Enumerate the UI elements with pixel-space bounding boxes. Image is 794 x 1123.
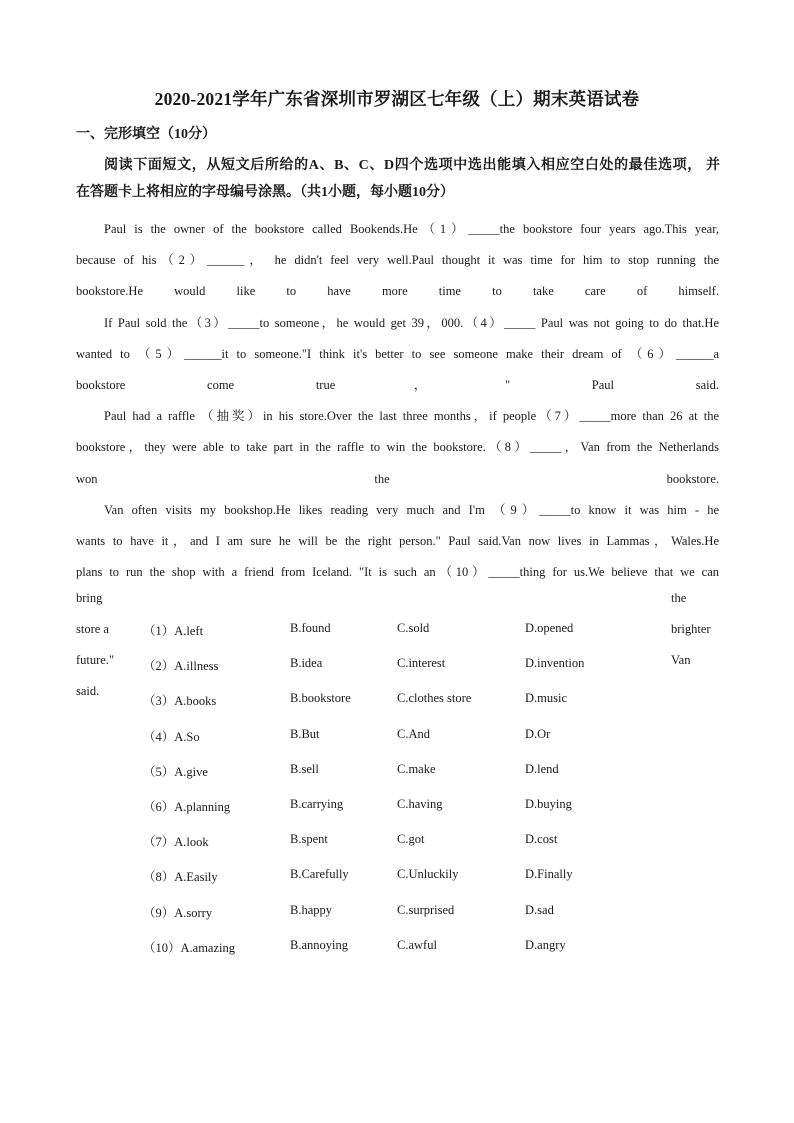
option-d: D.sad — [525, 902, 554, 917]
option-c: C.sold — [397, 621, 430, 635]
paragraph-3 — [76, 401, 719, 495]
paragraph-line: bookstore come true，" Paul said. — [76, 378, 719, 393]
option-c: C.interest — [397, 656, 446, 671]
option-b: B.sell — [290, 761, 319, 776]
option-c: C.got — [397, 832, 425, 847]
option-c: C.clothes store — [397, 691, 472, 706]
page-title: 2020-2021学年广东省深圳市罗湖区七年级（上）期末英语试卷 — [154, 89, 640, 109]
paragraph-line: plans to run the shop with a friend from Iceland. "It is such an（10）_____thing for us.We believe that we can — [76, 565, 719, 580]
wrap-fragment: bring — [76, 591, 103, 605]
option-b: B.found — [290, 621, 331, 635]
passage — [76, 214, 719, 588]
option-c: C.having — [397, 796, 443, 811]
paragraph-4 — [76, 495, 719, 589]
paragraph-line: Paul is the owner of the bookstore called Bookends.He（1）_____the bookstore four years ago.This year, — [104, 222, 719, 236]
option-d: D.Finally — [525, 867, 573, 882]
option-d: D.Or — [525, 726, 551, 741]
option-c: C.Unluckily — [397, 867, 459, 882]
option-d: D.lend — [525, 761, 559, 776]
paragraph-line: bookstore.He would like to have more time to take care of himself. — [76, 284, 719, 299]
paragraph-line: If Paul sold the（3）_____to someone，he would get 39，000.（4）_____ Paul was not going to do that.He — [104, 315, 719, 330]
wrap-fragment: said. — [76, 684, 100, 698]
option-a: （3）A.books — [143, 694, 217, 709]
option-a: （2）A.illness — [143, 659, 219, 674]
instructions — [76, 152, 720, 206]
option-b: B.Carefully — [290, 867, 349, 882]
wrap-fragment: the — [671, 591, 687, 605]
option-a: （7）A.look — [143, 835, 209, 850]
option-d: D.cost — [525, 832, 558, 847]
option-b: B.carrying — [290, 796, 344, 811]
paragraph-line: wanted to （5）______it to someone."I think it's better to see someone make their dream of （6）______a — [76, 346, 719, 361]
option-a: （5）A.give — [143, 764, 208, 779]
option-a: （6）A.planning — [143, 799, 231, 814]
option-d: D.buying — [525, 796, 572, 811]
instruction-line-1: 阅读下面短文，从短文后所给的A、B、C、D四个选项中选出能填入相应空白处的最佳选项， 并 — [104, 158, 720, 173]
option-c: C.make — [397, 761, 436, 776]
paragraph-line: wants to have it，and I am sure he will be the right person." Paul said.Van now lives in Lammas，Wales.He — [76, 534, 719, 549]
paragraph-2 — [76, 308, 719, 402]
option-b: B.annoying — [290, 937, 348, 952]
option-b: B.bookstore — [290, 691, 351, 706]
wrap-fragment: brighter — [671, 622, 711, 636]
paragraph-line: won the bookstore. — [76, 471, 719, 486]
wrap-fragment: future." — [76, 653, 115, 667]
option-b: B.idea — [290, 656, 323, 671]
option-a: （4）A.So — [143, 729, 200, 744]
paragraph-line: bookstore，they were able to take part in the raffle to win the bookstore.（8）_____，Van from the Netherlands — [76, 440, 719, 455]
option-a: （10）A.amazing — [143, 940, 235, 955]
section-heading: 一、完形填空（10分） — [76, 127, 216, 142]
wrap-fragment: Van — [671, 653, 691, 667]
option-c: C.surprised — [397, 902, 455, 917]
option-a: （1）A.left — [143, 624, 204, 638]
option-a: （8）A.Easily — [143, 870, 218, 885]
instruction-line-2: 在答题卡上将相应的字母编号涂黑。（共1小题，每小题10分） — [76, 185, 454, 200]
option-b: B.spent — [290, 832, 328, 847]
option-d: D.opened — [525, 621, 574, 635]
option-c: C.And — [397, 726, 430, 741]
paragraph-line: Paul had a raffle （抽奖）in his store.Over the last three months，if people（7）_____more than 26 at the — [104, 409, 719, 424]
option-b: B.But — [290, 726, 320, 741]
wrap-fragment: store a — [76, 622, 109, 636]
option-d: D.angry — [525, 937, 566, 952]
option-b: B.happy — [290, 902, 333, 917]
option-c: C.awful — [397, 937, 437, 952]
option-d: D.music — [525, 691, 568, 706]
paragraph-line: Van often visits my bookshop.He likes reading very much and I'm （9）_____to know it was him - he — [104, 502, 719, 517]
option-a: （9）A.sorry — [143, 905, 213, 920]
option-d: D.invention — [525, 656, 585, 671]
paragraph-1 — [76, 214, 719, 308]
paragraph-line: because of his（2）______， he didn't feel very well.Paul thought it was time for him to stop running the — [76, 253, 719, 268]
